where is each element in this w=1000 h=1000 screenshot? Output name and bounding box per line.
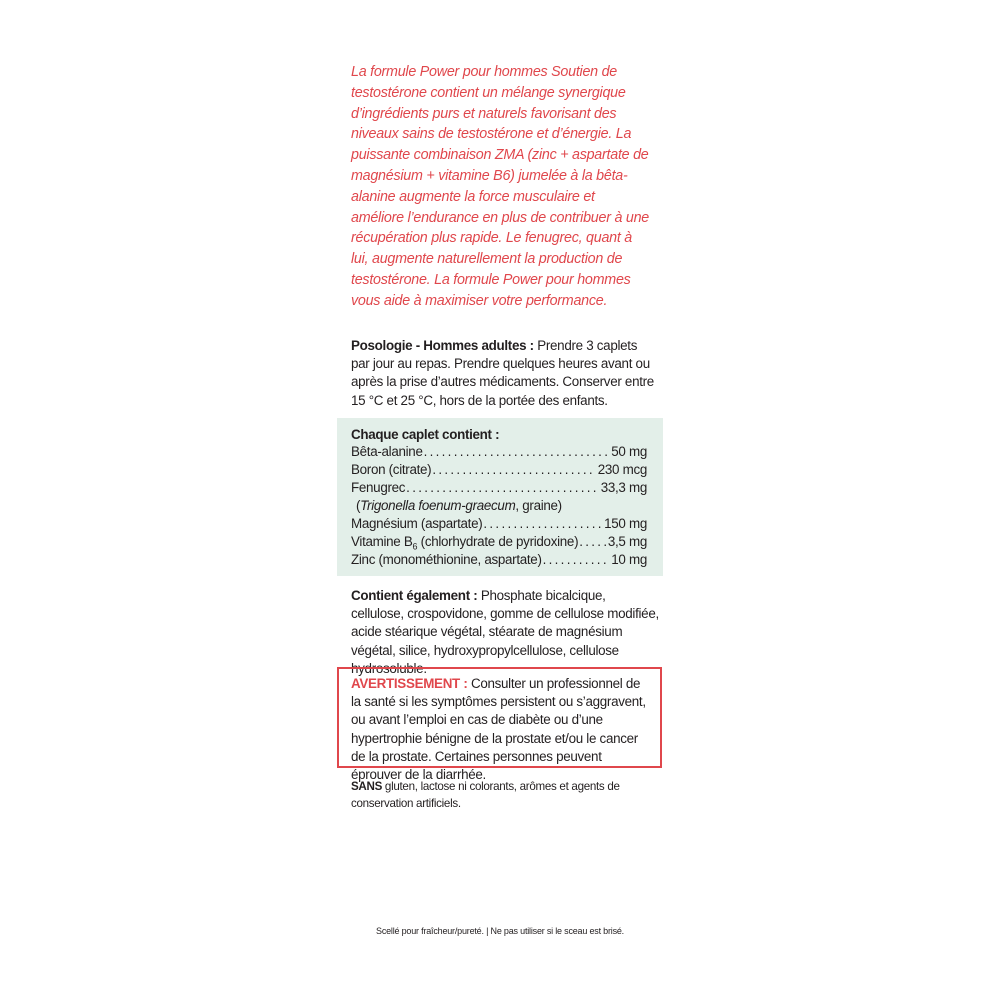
- contient-egalement-text: Phosphate bicalcique, cellulose, crospovidone, gomme de cellulose modifiée, acide stéarique végétal, stéarate de magnésium végétal, silice, hydroxypropylcellulose, cellulose hydrosoluble.: [351, 588, 659, 676]
- ingredient-row: [351, 516, 647, 534]
- ingredient-name: Bêta-alanine: [351, 444, 423, 459]
- posologie-text: Prendre 3 caplets par jour au repas. Prendre quelques heures avant ou après la prise d’autres médicaments. Conserver entre 15 °C et 25 °C, hors de la portée des enfants.: [351, 338, 654, 408]
- sans-text: gluten, lactose ni colorants, arômes et agents de conservation artificiels.: [351, 780, 620, 810]
- dot-leader: [405, 480, 599, 495]
- dot-leader: [578, 534, 606, 549]
- caplet-ingredients-box: [337, 418, 663, 576]
- warning-text: Consulter un professionnel de la santé si les symptômes persistent ou s’aggravent, ou avant l’emploi en cas de diabète ou d’une hypertrophie bénigne de la prostate et/ou le cancer de la prostate. Certaines personnes peuvent éprouver de la diarrhée.: [351, 676, 646, 783]
- warning-paragraph: [351, 675, 651, 784]
- ingredient-name: Magnésium (aspartate): [351, 516, 483, 531]
- dot-leader: [542, 552, 610, 567]
- ingredient-name: Boron (citrate): [351, 462, 432, 477]
- ingredient-row: [351, 552, 647, 570]
- fenugrec-note: (Trigonella foenum-graecum, graine): [356, 498, 562, 513]
- ingredient-name: Fenugrec: [351, 480, 406, 495]
- warning-label: AVERTISSEMENT :: [351, 676, 468, 691]
- contient-egalement-label: Contient également :: [351, 588, 478, 603]
- contient-egalement-paragraph: [351, 587, 661, 678]
- ingredient-amount: 10 mg: [611, 552, 647, 567]
- label-panel: [337, 0, 663, 1000]
- posologie-paragraph: [351, 337, 657, 410]
- dot-leader: [431, 462, 595, 477]
- ingredient-name: Vitamine $B_6$ (chlorhydrate de pyridoxine): [351, 534, 579, 552]
- posologie-label: Posologie - Hommes adultes :: [351, 338, 534, 353]
- caplet-title: Chaque caplet contient :: [351, 427, 500, 442]
- dot-leader: [423, 444, 610, 459]
- sans-paragraph: [351, 778, 651, 812]
- seal-footer: Scellé pour fraîcheur/pureté. | Ne pas utiliser si le sceau est brisé.: [376, 926, 624, 936]
- ingredient-row: [351, 444, 647, 462]
- intro-paragraph: La formule Power pour hommes Soutien de testostérone contient un mélange synergique d’ingrédients purs et naturels favorisant des niveaux sains de testostérone et d’énergie. La puissante combinaison ZMA (zinc + aspartate de magnésium + vitamine B6) jumelée à la bêta-alanine augmente la force musculaire et améliore l’endurance en plus de contribuer à une récupération plus rapide. Le fenugrec, quant à lui, augmente naturellement la production de testostérone. La formule Power pour hommes vous aide à maximiser votre performance.: [351, 64, 649, 309]
- ingredient-amount: 3,5 mg: [607, 534, 647, 549]
- ingredient-amount: 50 mg: [611, 444, 647, 459]
- ingredient-amount: 230 mcg: [597, 462, 647, 477]
- ingredient-row: [351, 480, 647, 498]
- ingredient-row: [351, 462, 647, 480]
- sans-label: SANS: [351, 780, 383, 793]
- dot-leader: [482, 516, 602, 531]
- ingredient-amount: 150 mg: [604, 516, 647, 531]
- latin-name: Trigonella foenum-graecum: [360, 498, 516, 513]
- ingredient-amount: 33,3 mg: [600, 480, 647, 495]
- warning-box: [337, 667, 662, 783]
- ingredient-name: Zinc (monométhionine, aspartate): [351, 552, 542, 567]
- ingredient-row: [351, 534, 647, 552]
